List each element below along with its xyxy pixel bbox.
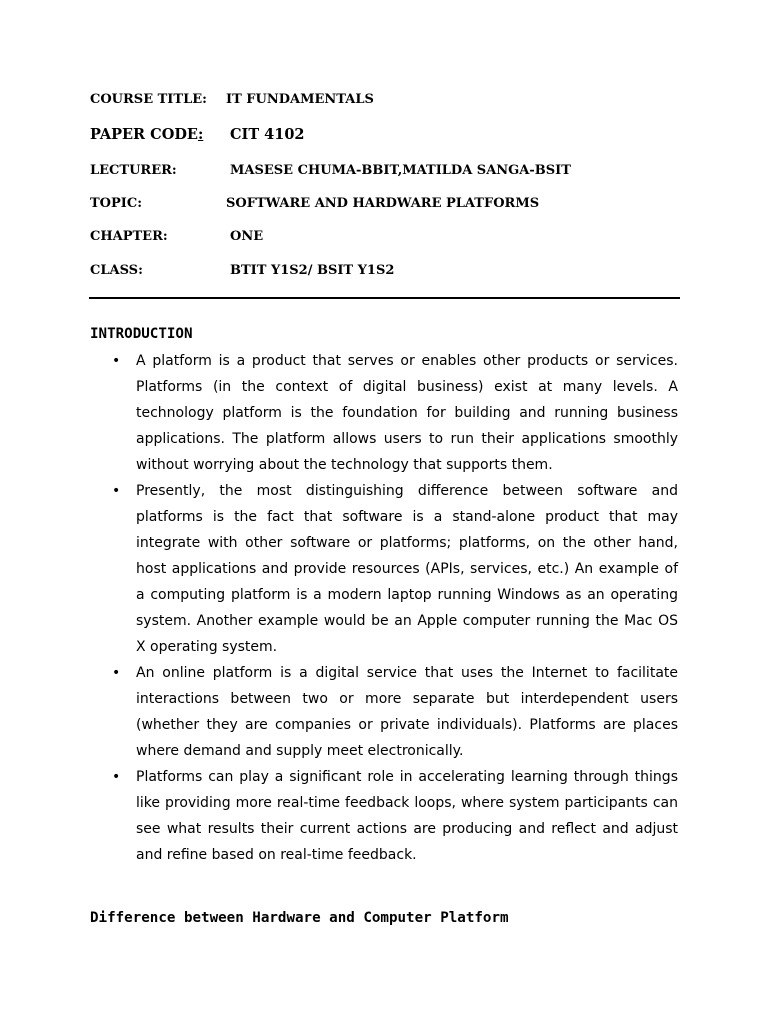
class-value: BTIT Y1S2/ BSIT Y1S2: [230, 263, 395, 278]
class-label: CLASS:: [90, 263, 143, 278]
introduction-bullet-list: [112, 348, 678, 868]
topic-value: SOFTWARE AND HARDWARE PLATFORMS: [226, 196, 540, 211]
lecturer-row: [90, 163, 571, 178]
course-title-value: IT FUNDAMENTALS: [226, 92, 374, 107]
chapter-label: CHAPTER:: [90, 229, 168, 244]
bullet-item: [112, 764, 678, 868]
paper-code-row: [90, 126, 305, 143]
class-row: [90, 263, 395, 278]
bullet-dot: •: [112, 769, 121, 785]
lecturer-label: LECTURER:: [90, 163, 177, 178]
chapter-value: ONE: [230, 229, 264, 244]
bullet-item: [112, 660, 678, 764]
paper-code-value: CIT 4102: [230, 126, 305, 143]
bullet-text: Platforms can play a significant role in accelerating learning through things like providing more real-time feedback loops, where system participants can see what results their current actions are producing and reflect and adjust and refine based on real-time feedback.: [136, 769, 678, 863]
header-divider: [89, 297, 680, 299]
bullet-text: Presently, the most distinguishing difference between software and platforms is the fact that software is a stand-alone product that may integrate with other software or platforms; platforms, on the other hand, host applications and provide resources (APIs, services, etc.) An example of a computing platform is a modern laptop running Windows as an operating system. Another example would be an Apple computer running the Mac OS X operating system.: [136, 483, 678, 655]
bullet-item: [112, 478, 678, 660]
topic-row: [90, 196, 540, 211]
course-title-label: COURSE TITLE:: [90, 92, 207, 107]
bullet-dot: •: [112, 665, 121, 681]
paper-code-label: [90, 126, 203, 143]
bullet-text: An online platform is a digital service that uses the Internet to facilitate interactions between two or more separate but interdependent users (whether they are companies or private individuals). Platforms are places where demand and supply meet electronically.: [136, 665, 678, 759]
course-title-row: [90, 92, 374, 107]
bullet-item: [112, 348, 678, 478]
chapter-row: [90, 229, 264, 244]
paper-code-label-colon: :: [197, 126, 204, 143]
paper-code-label-text: PAPER CODE: [90, 126, 198, 143]
lecturer-value: MASESE CHUMA-BBIT,MATILDA SANGA-BSIT: [230, 163, 571, 178]
bullet-dot: •: [112, 483, 121, 499]
introduction-heading: INTRODUCTION: [90, 326, 193, 342]
bullet-text: A platform is a product that serves or enables other products or services. Platforms (in the context of digital business) exist at many levels. A technology platform is the foundation for building and running business applications. The platform allows users to run their applications smoothly without worrying about the technology that supports them.: [136, 353, 678, 473]
topic-label: TOPIC:: [90, 196, 142, 211]
section-heading: Difference between Hardware and Computer Platform: [90, 910, 509, 926]
bullet-dot: •: [112, 353, 121, 369]
